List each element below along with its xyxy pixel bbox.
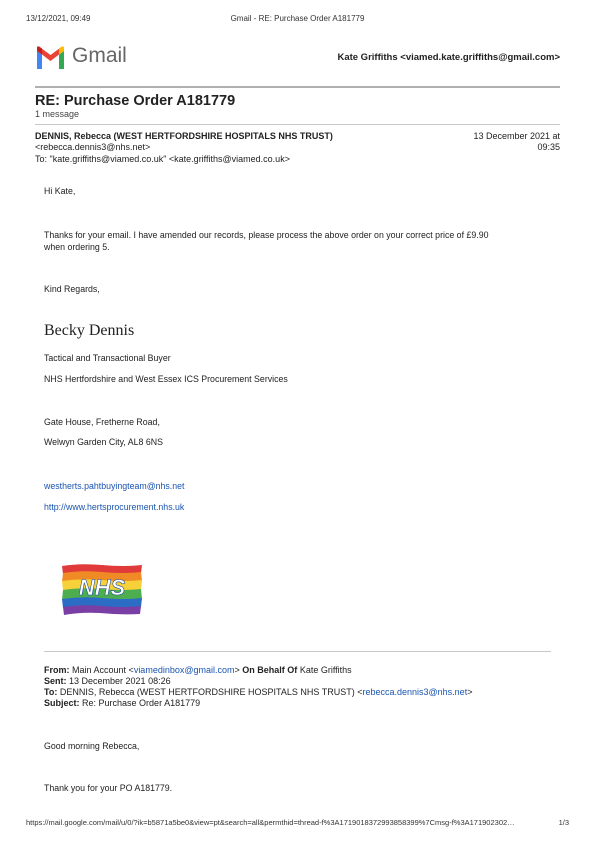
quoted-to-email-link[interactable]: rebecca.dennis3@nhs.net — [362, 687, 468, 697]
print-footer-url: https://mail.google.com/mail/u/0/?ik=b5871a5be0&view=pt&search=all&permthid=thread-f%3A1719018372993858399%7Cmsg-f%3A171902302… — [26, 818, 515, 827]
signature-website-link[interactable]: http://www.hertsprocurement.nhs.uk — [44, 502, 185, 512]
greeting: Hi Kate, — [44, 186, 76, 196]
print-datetime: 13/12/2021, 09:49 — [26, 14, 91, 23]
thread-subject: RE: Purchase Order A181779 — [35, 93, 236, 109]
recipient-line: To: "kate.griffiths@viamed.co.uk" <kate.griffiths@viamed.co.uk> — [35, 154, 290, 164]
quoted-to-close: > — [467, 687, 473, 697]
quoted-body-line-1: Thank you for your PO A181779. — [44, 783, 173, 793]
signature-address-2: Welwyn Garden City, AL8 6NS — [44, 437, 163, 447]
quoted-from-label: From: — [44, 665, 70, 675]
print-page-number: 1/3 — [558, 818, 569, 827]
nhs-logo-text: NHS — [78, 575, 126, 600]
gmail-logo-icon — [35, 46, 66, 69]
quoted-to-label: To: — [44, 687, 58, 697]
quoted-sent-label: Sent: — [44, 676, 67, 686]
quoted-greeting: Good morning Rebecca, — [44, 741, 140, 751]
quoted-sent-line — [44, 676, 171, 686]
print-page-title: Gmail - RE: Purchase Order A181779 — [230, 14, 365, 23]
nhs-rainbow-logo — [60, 563, 144, 615]
quoted-on-behalf-label: On Behalf Of — [242, 665, 298, 675]
quoted-from-close: > — [234, 665, 240, 675]
quoted-from-email-link[interactable]: viamedinbox@gmail.com — [133, 665, 235, 675]
header-divider — [35, 86, 560, 88]
quoted-on-behalf-name: Kate Griffiths — [299, 665, 352, 675]
body-line-2: when ordering 5. — [44, 242, 110, 252]
signature-address-1: Gate House, Fretherne Road, — [44, 417, 160, 427]
sender-email: <rebecca.dennis3@nhs.net> — [35, 142, 151, 152]
closing: Kind Regards, — [44, 284, 100, 294]
quoted-subject-line — [44, 698, 200, 708]
quoted-from-line — [44, 665, 352, 675]
message-count: 1 message — [35, 109, 80, 119]
signature-title: Tactical and Transactional Buyer — [44, 353, 171, 363]
body-line-1: Thanks for your email. I have amended our records, please process the above order on your correct price of £9.90 — [44, 230, 489, 240]
quoted-subject-label: Subject: — [44, 698, 80, 708]
quoted-to-line — [44, 687, 472, 697]
quoted-to-value: DENNIS, Rebecca (WEST HERTFORDSHIRE HOSPITALS NHS TRUST) < — [59, 687, 363, 697]
quoted-subject-value: Re: Purchase Order A181779 — [82, 698, 201, 708]
sender-name: DENNIS, Rebecca (WEST HERTFORDSHIRE HOSPITALS NHS TRUST) — [35, 131, 333, 141]
quoted-sent-value: 13 December 2021 08:26 — [69, 676, 171, 686]
message-date: 13 December 2021 at — [473, 131, 560, 141]
signature-name: Becky Dennis — [44, 322, 135, 339]
quoted-from-name: Main Account < — [72, 665, 134, 675]
quoted-divider — [44, 651, 551, 652]
signature-email-link[interactable]: westherts.pahtbuyingteam@nhs.net — [44, 481, 185, 491]
account-label: Kate Griffiths <viamed.kate.griffiths@gmail.com> — [337, 52, 560, 63]
gmail-wordmark: Gmail — [72, 44, 127, 67]
message-time: 09:35 — [537, 142, 560, 152]
message-divider — [35, 124, 560, 125]
signature-org: NHS Hertfordshire and West Essex ICS Procurement Services — [44, 374, 288, 384]
